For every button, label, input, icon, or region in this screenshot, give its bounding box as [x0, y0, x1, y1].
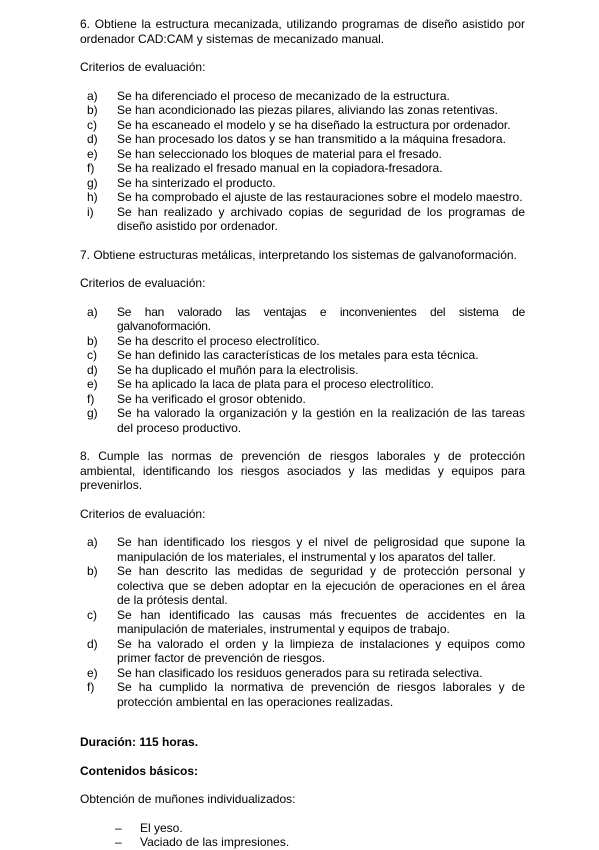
criteria-item	[80, 680, 525, 709]
criteria-letter: h)	[87, 190, 98, 204]
dash-bullet: –	[115, 835, 122, 849]
list-item	[80, 821, 525, 836]
criteria-item	[80, 132, 525, 147]
criteria-item	[80, 535, 525, 564]
criteria-letter: i)	[87, 204, 94, 219]
section-7-heading: 7. Obtiene estructuras metálicas, interpretando los sistemas de galvanoformación.	[80, 247, 517, 262]
criteria-letter: d)	[87, 636, 98, 651]
criteria-item	[80, 377, 525, 392]
dash-bullet: –	[115, 820, 122, 835]
criteria-text: Se ha comprobado el ajuste de las restauraciones sobre el modelo maestro.	[117, 190, 523, 204]
criteria-letter: f)	[87, 161, 95, 175]
criteria-letter: a)	[87, 88, 98, 103]
section-7-criteria-list	[80, 305, 525, 436]
list-item-text: El yeso.	[140, 820, 183, 835]
criteria-item	[80, 305, 525, 334]
contents-subtitle: Obtención de muñones individualizados:	[80, 792, 296, 806]
criteria-text: Se han identificado los riesgos y el nivel de peligrosidad que supone la manipulación de los materiales, el instrumental y los aparatos del taller.	[117, 535, 525, 564]
criteria-item	[80, 392, 525, 407]
criteria-item	[80, 564, 525, 608]
criteria-text: Se ha duplicado el muñón para la electrolisis.	[117, 362, 359, 377]
list-item	[80, 835, 525, 850]
criteria-item	[80, 103, 525, 118]
criteria-item	[80, 637, 525, 666]
criteria-text: Se ha cumplido la normativa de prevención de riesgos laborales y de protección ambiental en las operaciones realizadas.	[117, 680, 525, 709]
criteria-text: Se han acondicionado las piezas pilares, aliviando las zonas retentivas.	[117, 103, 498, 117]
document-page	[80, 17, 525, 850]
criteria-item	[80, 190, 525, 205]
criteria-text: Se ha diferenciado el proceso de mecanizado de la estructura.	[117, 88, 450, 103]
criteria-item	[80, 118, 525, 133]
criteria-text: Se ha descrito el proceso electrolítico.	[117, 333, 320, 348]
criteria-text: Se ha sinterizado el producto.	[117, 175, 276, 190]
contents-title: Contenidos básicos:	[80, 763, 199, 778]
criteria-item	[80, 363, 525, 378]
criteria-text: Se ha aplicado la laca de plata para el proceso electrolítico.	[117, 377, 434, 391]
section-6-heading: 6. Obtiene la estructura mecanizada, utilizando programas de diseño asistido por ordenador CAD:CAM y sistemas de mecanizado manual.	[80, 17, 525, 46]
criteria-letter: e)	[87, 377, 98, 391]
criteria-letter: e)	[87, 146, 98, 161]
criteria-letter: g)	[87, 175, 98, 190]
criteria-item	[80, 147, 525, 162]
criteria-letter: c)	[87, 607, 97, 622]
criteria-item	[80, 205, 525, 234]
criteria-letter: d)	[87, 132, 98, 146]
criteria-text: Se han procesado los datos y se han transmitido a la máquina fresadora.	[117, 132, 506, 146]
criteria-letter: a)	[87, 304, 98, 319]
section-8-heading: 8. Cumple las normas de prevención de riesgos laborales y de protección ambiental, identificando los riesgos asociados y las medidas y equipos para prevenirlos.	[80, 449, 525, 492]
criteria-text: Se ha valorado la organización y la gestión en la realización de las tareas del proceso productivo.	[117, 406, 525, 435]
criteria-item	[80, 161, 525, 176]
criteria-text: Se han descrito las medidas de seguridad y de protección personal y colectiva que se deben adoptar en la ejecución de operaciones en el área de la prótesis dental.	[117, 564, 525, 607]
criteria-letter: a)	[87, 535, 98, 549]
list-item-text: Vaciado de las impresiones.	[140, 835, 290, 849]
criteria-item	[80, 348, 525, 363]
criteria-text: Se han identificado las causas más frecuentes de accidentes en la manipulación de materiales, instrumental y equipos de trabajo.	[117, 607, 525, 636]
criteria-text: Se han valorado las ventajas e inconvenientes del sistema de galvanoformación.	[117, 304, 525, 333]
section-8-criteria-list	[80, 535, 525, 709]
criteria-text: Se han definido las características de los metales para esta técnica.	[117, 348, 479, 362]
contents-list	[80, 821, 525, 850]
criteria-letter: f)	[87, 391, 95, 406]
criteria-item	[80, 608, 525, 637]
section-6-criteria-label: Criterios de evaluación:	[80, 60, 206, 74]
criteria-letter: f)	[87, 680, 95, 694]
criteria-item	[80, 406, 525, 435]
criteria-text: Se ha valorado el orden y la limpieza de instalaciones y equipos como primer factor de prevención de riesgos.	[117, 636, 525, 665]
criteria-letter: b)	[87, 564, 98, 578]
criteria-text: Se ha realizado el fresado manual en la copiadora-fresadora.	[117, 161, 443, 175]
criteria-letter: b)	[87, 103, 98, 117]
criteria-item	[80, 176, 525, 191]
criteria-letter: d)	[87, 362, 98, 377]
section-7-criteria-label: Criterios de evaluación:	[80, 276, 206, 290]
criteria-letter: e)	[87, 665, 98, 680]
criteria-item	[80, 89, 525, 104]
section-6-criteria-list	[80, 89, 525, 234]
criteria-text: Se ha escaneado el modelo y se ha diseñado la estructura por ordenador.	[117, 117, 511, 132]
criteria-text: Se han seleccionado los bloques de material para el fresado.	[117, 146, 442, 161]
criteria-letter: g)	[87, 406, 98, 420]
criteria-letter: b)	[87, 333, 98, 348]
criteria-item	[80, 666, 525, 681]
criteria-text: Se ha verificado el grosor obtenido.	[117, 391, 306, 406]
criteria-item	[80, 334, 525, 349]
criteria-text: Se han clasificado los residuos generados para su retirada selectiva.	[117, 665, 483, 680]
criteria-letter: c)	[87, 117, 97, 132]
criteria-text: Se han realizado y archivado copias de seguridad de los programas de diseño asistido por ordenador.	[117, 204, 525, 233]
duration: Duración: 115 horas.	[80, 735, 199, 749]
section-8-criteria-label: Criterios de evaluación:	[80, 506, 206, 521]
criteria-letter: c)	[87, 348, 97, 362]
